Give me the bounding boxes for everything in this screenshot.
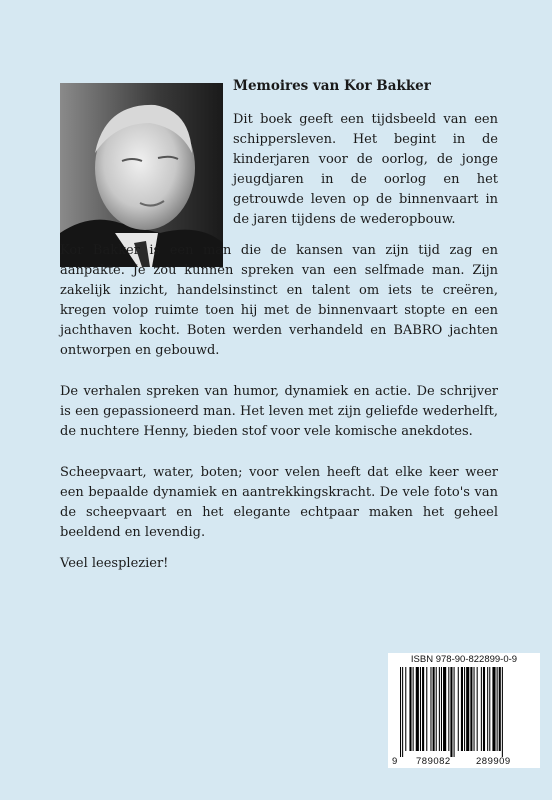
paragraph-stories: De verhalen spreken van humor, dynamiek en actie. De schrijver is een gepassioneerd man. Het leven met zijn geliefde wederhelft, de nuchtere Henny, bieden stof voor vele komische anekdotes. [60, 384, 498, 440]
barcode-digits-left: 789082 [416, 756, 451, 767]
isbn-label: ISBN 978-90-822899-0-9 [410, 654, 518, 665]
barcode-bars [388, 653, 540, 768]
book-title: Memoires van Kor Bakker [233, 78, 431, 94]
portrait-image [60, 83, 223, 267]
author-photo [60, 83, 223, 267]
barcode-digit-first: 9 [392, 756, 398, 767]
paragraph-intro: Dit boek geeft een tijdsbeeld van een schippersleven. Het begint in de kinderjaren voor de oorlog, de jonge jeugdjaren in de oorlog en het getrouwde leven op de binnenvaart in de jaren tijdens de wederopbouw. [233, 112, 498, 228]
paragraph-author: Kor Bakker is een man die de kansen van zijn tijd zag en aanpakte. Je zou kunnen spreken van een selfmade man. Zijn zakelijk inzicht, handelsinstinct en talent om iets te creëren, kregen volop ruimte toen hij met de binnenvaart stopte en een jachthaven kocht. Boten werden verhandeld en BABRO jachten ontworpen en gebouwd. [60, 243, 498, 359]
barcode-digits-right: 289909 [476, 756, 511, 767]
paragraph-shipping: Scheepvaart, water, boten; voor velen heeft dat elke keer weer een bepaalde dynamiek en aantrekkingskracht. De vele foto's van de scheepvaart en het elegante echtpaar maken het geheel beeldend en levendig. [60, 465, 498, 541]
paragraph-closing: Veel leesplezier! [60, 556, 169, 571]
barcode [388, 653, 540, 768]
